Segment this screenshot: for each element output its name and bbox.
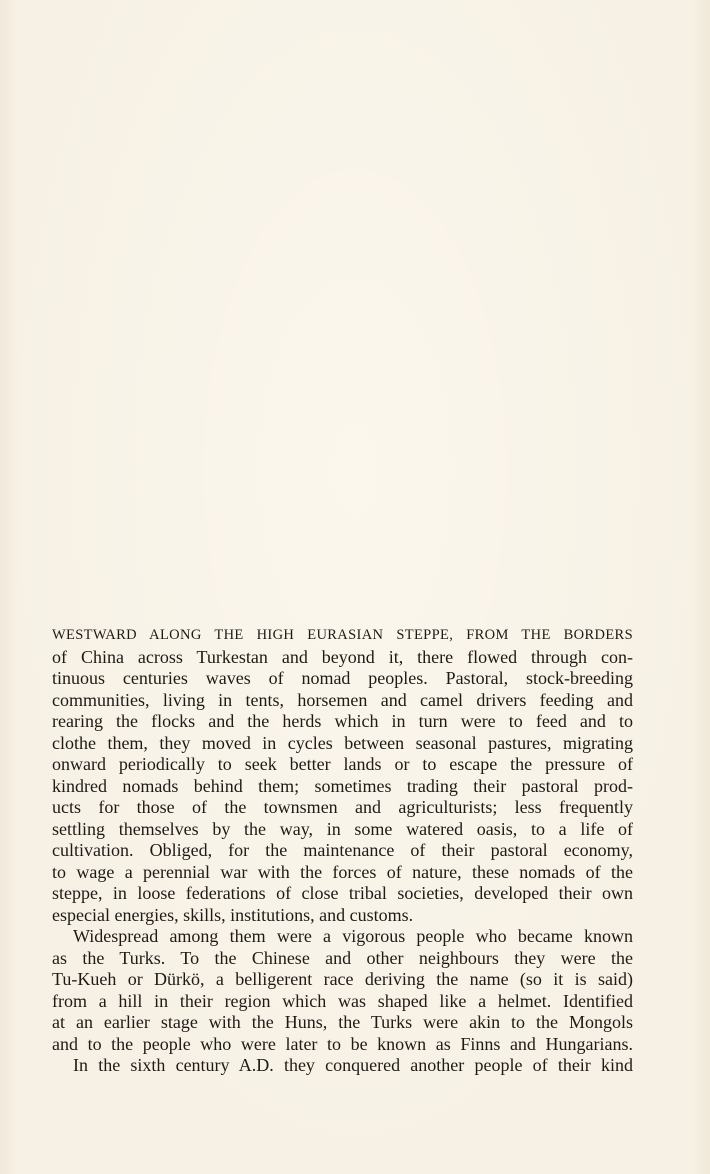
text-line: cultivation. Obliged, for the maintenance of their pastoral economy,	[52, 840, 633, 860]
body-text	[52, 625, 633, 1077]
text-line: from a hill in their region which was shaped like a helmet. Identified	[52, 990, 633, 1011]
text-line: and to the people who were later to be known as Finns and Hungarians.	[52, 1033, 633, 1054]
text-line: settling themselves by the way, in some watered oasis, to a life of	[52, 818, 633, 839]
text-line: as the Turks. To the Chinese and other neighbours they were the	[52, 947, 633, 968]
text-line: kindred nomads behind them; sometimes trading their pastoral prod-	[52, 775, 633, 796]
text-line: especial energies, skills, institutions, and customs.	[52, 904, 414, 925]
text-line: onward periodically to seek better lands or to escape the pressure of	[52, 754, 633, 774]
text-line: clothe them, they moved in cycles between seasonal pastures, migrating	[52, 732, 633, 753]
text-line: of China across Turkestan and beyond it, there flowed through con-	[52, 646, 633, 667]
text-line: ucts for those of the townsmen and agriculturists; less frequently	[52, 797, 633, 817]
text-line: at an earlier stage with the Huns, the Turks were akin to the Mongols	[52, 1012, 633, 1032]
text-line: In the sixth century A.D. they conquered another people of their kind	[73, 1055, 633, 1075]
text-line: Tu-Kueh or Dürkö, a belligerent race deriving the name (so it is said)	[52, 969, 633, 989]
text-line: tinuous centuries waves of nomad peoples. Pastoral, stock-breeding	[52, 668, 633, 688]
text-line: steppe, in loose federations of close tribal societies, developed their own	[52, 883, 633, 903]
text-line: rearing the flocks and the herds which in turn were to feed and to	[52, 711, 633, 731]
text-line: Widespread among them were a vigorous people who became known	[73, 926, 633, 946]
opening-line: WESTWARD ALONG THE HIGH EURASIAN STEPPE, FROM THE BORDERS	[52, 627, 633, 643]
text-line: communities, living in tents, horsemen and camel drivers feeding and	[52, 689, 633, 710]
text-line: to wage a perennial war with the forces of nature, these nomads of the	[52, 861, 633, 882]
